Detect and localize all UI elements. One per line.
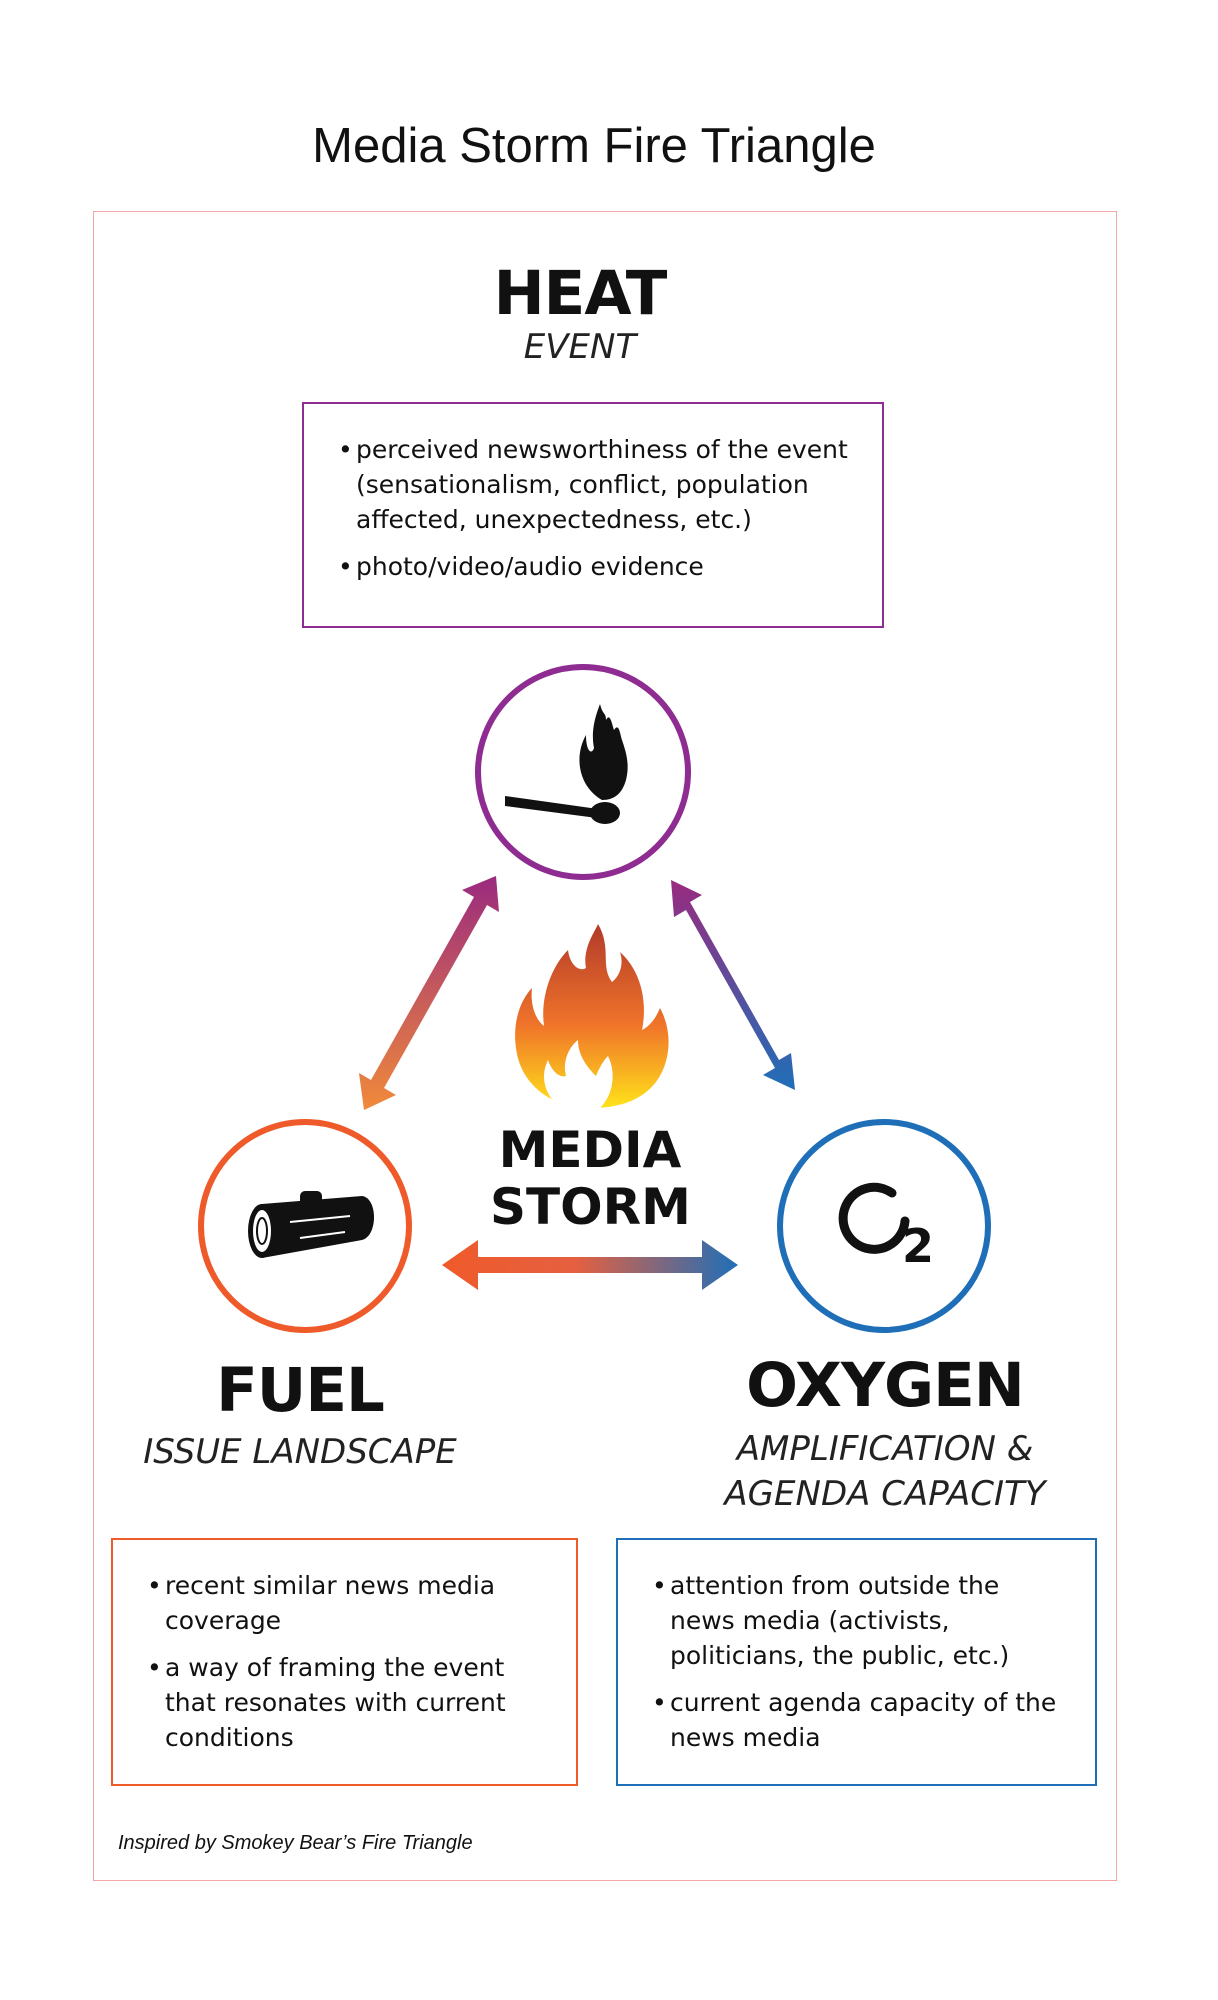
fuel-bullet-list — [147, 1568, 552, 1755]
oxygen-heading: OXYGEN — [746, 1350, 1024, 1421]
footnote: Inspired by Smokey Bear’s Fire Triangle — [118, 1832, 473, 1854]
fuel-subheading: ISSUE LANDSCAPE — [143, 1432, 457, 1472]
flame-icon — [515, 924, 668, 1108]
oxygen-bullet-1: • attention from outside the news media (activists, politicians, the public, etc.) — [652, 1568, 1071, 1673]
heat-subheading: EVENT — [523, 327, 637, 367]
page-title: Media Storm Fire Triangle — [312, 119, 876, 173]
arrow-heat-oxygen — [671, 880, 795, 1090]
oxygen-bullet-2: • current agenda capacity of the news media — [652, 1685, 1071, 1755]
oxygen-subheading-line2: AGENDA CAPACITY — [724, 1474, 1046, 1514]
fuel-box — [111, 1538, 578, 1786]
arrow-fuel-oxygen — [442, 1240, 738, 1290]
arrow-fuel-heat — [359, 876, 499, 1110]
media-storm-line2: STORM — [490, 1178, 691, 1236]
o2-subscript: 2 — [902, 1219, 935, 1273]
oxygen-circle — [780, 1122, 988, 1330]
oxygen-box — [616, 1538, 1097, 1786]
media-storm-label — [490, 1122, 690, 1236]
fuel-bullet-2: • a way of framing the event that resonates with current conditions — [147, 1650, 552, 1755]
fuel-heading: FUEL — [216, 1355, 384, 1426]
oxygen-bullet-list — [652, 1568, 1071, 1755]
fuel-bullet-1: • recent similar news media coverage — [147, 1568, 552, 1638]
heat-bullet-2: • photo/video/audio evidence — [338, 549, 858, 584]
media-storm-line1: MEDIA — [498, 1121, 682, 1179]
heat-heading: HEAT — [493, 258, 667, 329]
oxygen-subheading-line1: AMPLIFICATION & — [736, 1429, 1034, 1469]
heat-bullet-1: • perceived newsworthiness of the event (sensationalism, conflict, population affected, unexpectedness, etc.) — [338, 432, 858, 537]
